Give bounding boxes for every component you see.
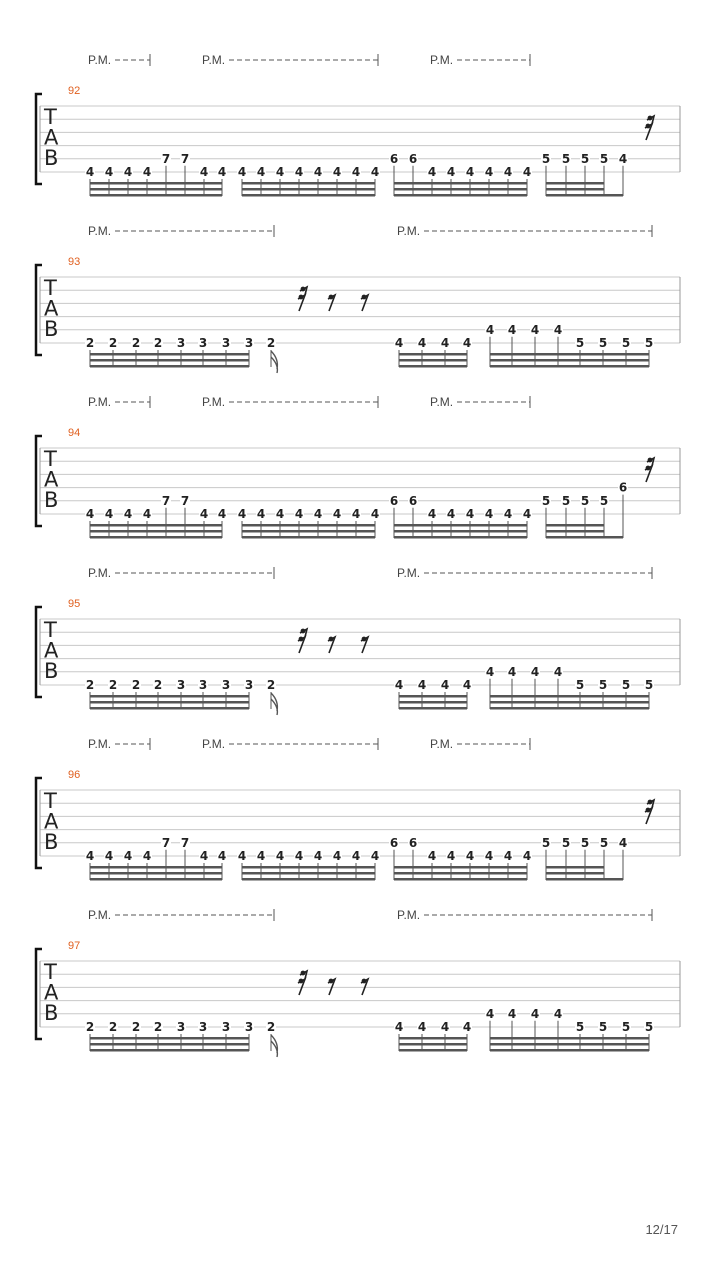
fret-number: 2 xyxy=(266,678,276,692)
fret-number: 5 xyxy=(598,678,608,692)
tab-clef-letter: B xyxy=(44,488,59,512)
fret-number: 4 xyxy=(462,1020,472,1034)
note-beam xyxy=(394,524,527,527)
note-beam xyxy=(242,524,375,527)
palm-mute-label: P.M. xyxy=(88,566,112,580)
fret-number: 6 xyxy=(408,151,418,166)
bar-number: 95 xyxy=(68,598,81,610)
bar-number: 92 xyxy=(68,85,81,97)
note-flag xyxy=(271,693,277,715)
palm-mute-label: P.M. xyxy=(202,737,226,751)
fret-number: 4 xyxy=(427,507,437,521)
fret-number: 5 xyxy=(644,336,654,350)
tab-clef-letter: T xyxy=(44,276,57,300)
fret-number: 6 xyxy=(618,480,628,495)
fret-number: 4 xyxy=(275,507,285,521)
palm-mute-label: P.M. xyxy=(88,737,112,751)
fret-number: 4 xyxy=(85,507,95,521)
palm-mute-label: P.M. xyxy=(397,566,421,580)
note-beam xyxy=(399,1037,467,1040)
fret-number: 4 xyxy=(446,165,456,179)
note-beam xyxy=(90,182,222,185)
note-beam xyxy=(90,707,249,710)
note-flag xyxy=(271,351,277,373)
note-beam xyxy=(399,1049,467,1052)
fret-number: 2 xyxy=(85,1020,95,1034)
note-beam xyxy=(490,365,649,368)
system-bracket xyxy=(36,265,42,355)
fret-number: 4 xyxy=(462,336,472,350)
fret-number: 5 xyxy=(575,1020,585,1034)
fret-number: 4 xyxy=(256,849,266,863)
fret-number: 4 xyxy=(142,849,152,863)
tab-system-92 xyxy=(36,53,680,197)
note-beam xyxy=(546,872,604,875)
fret-number: 2 xyxy=(131,678,141,692)
note-beam xyxy=(90,524,222,527)
fret-number: 4 xyxy=(237,165,247,179)
fret-number: 4 xyxy=(104,507,114,521)
fret-number: 4 xyxy=(123,849,133,863)
note-beam xyxy=(90,866,222,869)
fret-number: 4 xyxy=(394,336,404,350)
fret-number: 5 xyxy=(580,835,590,850)
note-beam xyxy=(242,866,375,869)
note-beam xyxy=(242,182,375,185)
palm-mute-label: P.M. xyxy=(397,224,421,238)
fret-number: 2 xyxy=(131,1020,141,1034)
fret-number: 4 xyxy=(104,165,114,179)
note-beam xyxy=(394,194,527,197)
fret-number: 7 xyxy=(161,493,171,508)
palm-mute-label: P.M. xyxy=(430,395,454,409)
note-beam xyxy=(90,365,249,368)
fret-number: 4 xyxy=(332,165,342,179)
fret-number: 4 xyxy=(294,849,304,863)
system-bracket xyxy=(36,949,42,1039)
fret-number: 4 xyxy=(370,507,380,521)
fret-number: 2 xyxy=(108,678,118,692)
note-beam xyxy=(399,359,467,362)
fret-number: 2 xyxy=(153,336,163,350)
note-beam xyxy=(242,188,375,191)
note-beam xyxy=(394,536,527,539)
fret-number: 6 xyxy=(408,835,418,850)
fret-number: 4 xyxy=(446,849,456,863)
note-beam xyxy=(394,530,527,533)
fret-number: 3 xyxy=(176,336,186,350)
fret-number: 4 xyxy=(417,336,427,350)
fret-number: 5 xyxy=(599,151,609,166)
tab-clef-letter: T xyxy=(44,618,57,642)
fret-number: 4 xyxy=(507,322,517,337)
fret-number: 4 xyxy=(294,507,304,521)
fret-number: 4 xyxy=(618,835,628,850)
note-beam xyxy=(90,701,249,704)
fret-number: 4 xyxy=(142,507,152,521)
fret-number: 5 xyxy=(598,336,608,350)
tab-clef-letter: B xyxy=(44,830,59,854)
note-beam xyxy=(394,878,527,881)
fret-number: 4 xyxy=(553,322,563,337)
bar-number: 93 xyxy=(68,256,81,268)
fret-number: 4 xyxy=(332,507,342,521)
fret-number: 3 xyxy=(244,678,254,692)
fret-number: 5 xyxy=(599,835,609,850)
fret-number: 6 xyxy=(408,493,418,508)
note-beam xyxy=(546,866,604,869)
tab-clef-letter: T xyxy=(44,789,57,813)
fret-number: 4 xyxy=(465,507,475,521)
fret-number: 4 xyxy=(522,165,532,179)
fret-number: 5 xyxy=(644,678,654,692)
tab-clef-letter: A xyxy=(44,467,59,492)
bar-number: 96 xyxy=(68,769,81,781)
fret-number: 7 xyxy=(180,835,190,850)
fret-number: 4 xyxy=(370,165,380,179)
note-beam xyxy=(90,695,249,698)
note-beam xyxy=(90,188,222,191)
fret-number: 5 xyxy=(541,151,551,166)
note-beam xyxy=(242,194,375,197)
fret-number: 5 xyxy=(621,1020,631,1034)
note-beam xyxy=(90,359,249,362)
fret-number: 4 xyxy=(199,165,209,179)
fret-number: 2 xyxy=(266,1020,276,1034)
note-beam xyxy=(90,194,222,197)
fret-number: 4 xyxy=(256,165,266,179)
fret-number: 5 xyxy=(561,493,571,508)
fret-number: 2 xyxy=(266,336,276,350)
note-beam xyxy=(490,359,649,362)
fret-number: 4 xyxy=(485,322,495,337)
fret-number: 4 xyxy=(199,507,209,521)
fret-number: 5 xyxy=(561,151,571,166)
fret-number: 5 xyxy=(599,493,609,508)
fret-number: 6 xyxy=(389,493,399,508)
note-beam xyxy=(90,878,222,881)
fret-number: 4 xyxy=(237,507,247,521)
fret-number: 3 xyxy=(244,336,254,350)
fret-number: 2 xyxy=(153,1020,163,1034)
fret-number: 3 xyxy=(221,336,231,350)
rest-symbol xyxy=(361,295,368,311)
note-beam xyxy=(399,701,467,704)
fret-number: 5 xyxy=(598,1020,608,1034)
note-beam xyxy=(490,1049,649,1052)
fret-number: 4 xyxy=(275,849,285,863)
note-beam xyxy=(399,707,467,710)
palm-mute-label: P.M. xyxy=(202,53,226,67)
fret-number: 5 xyxy=(575,678,585,692)
fret-number: 4 xyxy=(417,678,427,692)
fret-number: 4 xyxy=(104,849,114,863)
fret-number: 4 xyxy=(294,165,304,179)
system-bracket xyxy=(36,94,42,184)
tab-clef-letter: A xyxy=(44,638,59,663)
fret-number: 4 xyxy=(485,664,495,679)
fret-number: 4 xyxy=(462,678,472,692)
note-beam xyxy=(490,701,649,704)
note-beam xyxy=(546,188,604,191)
tab-clef-letter: B xyxy=(44,317,59,341)
fret-number: 4 xyxy=(507,1006,517,1021)
tab-clef-letter: A xyxy=(44,980,59,1005)
note-beam xyxy=(490,1037,649,1040)
note-beam xyxy=(546,182,604,185)
fret-number: 4 xyxy=(485,1006,495,1021)
fret-number: 4 xyxy=(530,322,540,337)
note-beam xyxy=(490,353,649,356)
fret-number: 5 xyxy=(561,835,571,850)
fret-number: 5 xyxy=(621,336,631,350)
fret-number: 4 xyxy=(275,165,285,179)
note-beam xyxy=(90,1037,249,1040)
note-beam xyxy=(90,1043,249,1046)
tab-clef-letter: B xyxy=(44,1001,59,1025)
note-beam xyxy=(242,536,375,539)
tab-clef-letter: A xyxy=(44,125,59,150)
fret-number: 2 xyxy=(131,336,141,350)
fret-number: 7 xyxy=(161,151,171,166)
fret-number: 4 xyxy=(142,165,152,179)
fret-number: 4 xyxy=(217,165,227,179)
rest-symbol xyxy=(361,637,368,653)
fret-number: 4 xyxy=(484,849,494,863)
palm-mute-label: P.M. xyxy=(430,737,454,751)
note-beam xyxy=(490,707,649,710)
fret-number: 5 xyxy=(541,835,551,850)
fret-number: 5 xyxy=(580,151,590,166)
fret-number: 4 xyxy=(465,849,475,863)
fret-number: 4 xyxy=(522,507,532,521)
fret-number: 4 xyxy=(394,1020,404,1034)
fret-number: 4 xyxy=(465,165,475,179)
rest-symbol xyxy=(328,295,335,311)
fret-number: 2 xyxy=(85,336,95,350)
fret-number: 4 xyxy=(85,165,95,179)
fret-number: 4 xyxy=(553,664,563,679)
note-beam xyxy=(399,695,467,698)
fret-number: 4 xyxy=(313,165,323,179)
palm-mute-label: P.M. xyxy=(430,53,454,67)
palm-mute-label: P.M. xyxy=(202,395,226,409)
fret-number: 3 xyxy=(221,1020,231,1034)
tab-system-96 xyxy=(36,737,680,881)
note-beam xyxy=(546,524,604,527)
note-beam xyxy=(242,530,375,533)
note-beam xyxy=(90,530,222,533)
fret-number: 5 xyxy=(580,493,590,508)
fret-number: 5 xyxy=(621,678,631,692)
note-beam xyxy=(399,365,467,368)
note-beam xyxy=(242,878,375,881)
fret-number: 5 xyxy=(644,1020,654,1034)
fret-number: 4 xyxy=(123,507,133,521)
rest-symbol xyxy=(361,979,368,995)
fret-number: 7 xyxy=(180,151,190,166)
system-bracket xyxy=(36,607,42,697)
fret-number: 4 xyxy=(217,849,227,863)
note-beam xyxy=(394,866,527,869)
fret-number: 6 xyxy=(389,835,399,850)
fret-number: 4 xyxy=(217,507,227,521)
note-beam xyxy=(546,878,623,881)
note-beam xyxy=(90,872,222,875)
fret-number: 2 xyxy=(108,336,118,350)
fret-number: 4 xyxy=(394,678,404,692)
fret-number: 7 xyxy=(161,835,171,850)
palm-mute-label: P.M. xyxy=(88,395,112,409)
rest-symbol xyxy=(328,637,335,653)
tab-system-94 xyxy=(36,395,680,539)
fret-number: 4 xyxy=(427,165,437,179)
fret-number: 4 xyxy=(618,151,628,166)
fret-number: 4 xyxy=(440,1020,450,1034)
bar-number: 97 xyxy=(68,940,81,952)
system-bracket xyxy=(36,436,42,526)
fret-number: 4 xyxy=(484,507,494,521)
fret-number: 3 xyxy=(244,1020,254,1034)
fret-number: 4 xyxy=(256,507,266,521)
rest-symbol xyxy=(328,979,335,995)
fret-number: 6 xyxy=(389,151,399,166)
note-beam xyxy=(90,353,249,356)
fret-number: 3 xyxy=(176,1020,186,1034)
fret-number: 4 xyxy=(351,507,361,521)
note-beam xyxy=(546,194,623,197)
tab-system-97 xyxy=(36,908,680,1057)
fret-number: 3 xyxy=(221,678,231,692)
fret-number: 4 xyxy=(503,507,513,521)
fret-number: 4 xyxy=(530,664,540,679)
palm-mute-label: P.M. xyxy=(88,908,112,922)
fret-number: 4 xyxy=(522,849,532,863)
fret-number: 4 xyxy=(199,849,209,863)
fret-number: 4 xyxy=(503,849,513,863)
tab-clef-letter: T xyxy=(44,447,57,471)
fret-number: 4 xyxy=(484,165,494,179)
palm-mute-label: P.M. xyxy=(397,908,421,922)
note-flag xyxy=(271,1035,277,1057)
fret-number: 4 xyxy=(351,165,361,179)
note-beam xyxy=(394,188,527,191)
tab-system-95 xyxy=(36,566,680,715)
fret-number: 4 xyxy=(553,1006,563,1021)
fret-number: 4 xyxy=(530,1006,540,1021)
bar-number: 94 xyxy=(68,427,81,439)
fret-number: 4 xyxy=(85,849,95,863)
note-beam xyxy=(399,1043,467,1046)
fret-number: 4 xyxy=(503,165,513,179)
fret-number: 3 xyxy=(198,678,208,692)
palm-mute-label: P.M. xyxy=(88,53,112,67)
tab-clef-letter: A xyxy=(44,296,59,321)
tab-system-93 xyxy=(36,224,680,373)
note-beam xyxy=(394,182,527,185)
note-beam xyxy=(394,872,527,875)
page-number: 12/17 xyxy=(645,1222,678,1237)
note-beam xyxy=(399,353,467,356)
fret-number: 7 xyxy=(180,493,190,508)
palm-mute-label: P.M. xyxy=(88,224,112,238)
tab-clef-letter: B xyxy=(44,659,59,683)
tab-clef-letter: T xyxy=(44,105,57,129)
fret-number: 4 xyxy=(417,1020,427,1034)
fret-number: 4 xyxy=(370,849,380,863)
fret-number: 4 xyxy=(313,849,323,863)
fret-number: 5 xyxy=(541,493,551,508)
tab-clef-letter: B xyxy=(44,146,59,170)
fret-number: 5 xyxy=(575,336,585,350)
tab-clef-letter: A xyxy=(44,809,59,834)
fret-number: 4 xyxy=(351,849,361,863)
fret-number: 4 xyxy=(440,336,450,350)
fret-number: 4 xyxy=(446,507,456,521)
fret-number: 4 xyxy=(427,849,437,863)
note-beam xyxy=(490,695,649,698)
note-beam xyxy=(90,536,222,539)
note-beam xyxy=(546,530,604,533)
fret-number: 3 xyxy=(176,678,186,692)
fret-number: 4 xyxy=(440,678,450,692)
system-bracket xyxy=(36,778,42,868)
fret-number: 3 xyxy=(198,1020,208,1034)
fret-number: 2 xyxy=(85,678,95,692)
note-beam xyxy=(90,1049,249,1052)
fret-number: 4 xyxy=(237,849,247,863)
fret-number: 2 xyxy=(153,678,163,692)
fret-number: 4 xyxy=(507,664,517,679)
tab-clef-letter: T xyxy=(44,960,57,984)
fret-number: 3 xyxy=(198,336,208,350)
fret-number: 2 xyxy=(108,1020,118,1034)
fret-number: 4 xyxy=(313,507,323,521)
note-beam xyxy=(546,536,623,539)
note-beam xyxy=(490,1043,649,1046)
note-beam xyxy=(242,872,375,875)
fret-number: 4 xyxy=(332,849,342,863)
fret-number: 4 xyxy=(123,165,133,179)
